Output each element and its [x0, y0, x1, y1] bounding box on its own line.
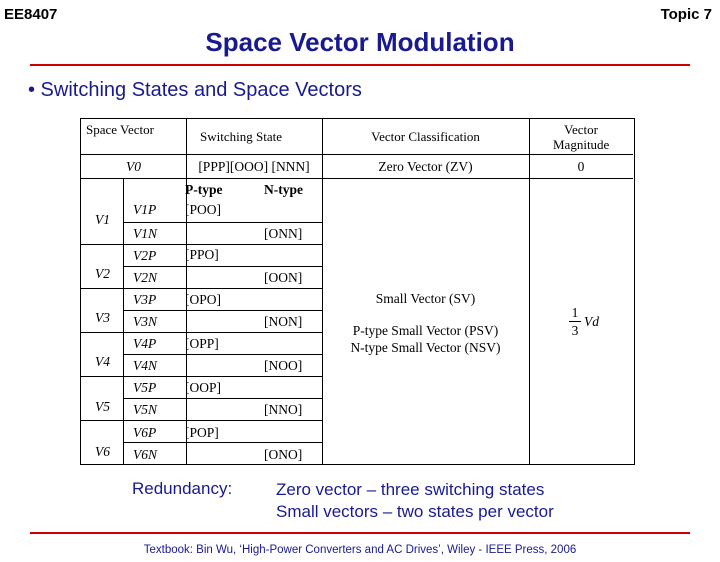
- row-line: [81, 244, 322, 245]
- vector-n-2: V2N: [133, 270, 158, 285]
- slide-title: Space Vector Modulation: [205, 27, 515, 57]
- row-line: [123, 222, 322, 223]
- zero-vector-states: [PPP][OOO] [NNN]: [198, 159, 310, 174]
- p-state-1: [POO]: [185, 202, 221, 217]
- bullet-heading: • Switching States and Space Vectors: [28, 79, 362, 101]
- vector-n-6: V6N: [133, 447, 158, 462]
- row-line: [123, 354, 322, 355]
- magnitude-variable: Vd: [584, 314, 599, 329]
- vector-n-3: V3N: [133, 314, 158, 329]
- p-state-3: [OPO]: [185, 292, 221, 307]
- vector-n-5: V5N: [133, 402, 158, 417]
- vector-p-6: V6P: [133, 425, 157, 440]
- footer-citation: Textbook: Bin Wu, ‘High-Power Converters and AC Drives’, Wiley - IEEE Press, 2006: [143, 544, 577, 556]
- psv-label: P-type Small Vector (PSV): [352, 323, 499, 338]
- header-classification: Vector Classification: [371, 129, 480, 144]
- vector-label-2: V2: [95, 266, 110, 281]
- n-state-5: [NNO]: [264, 402, 303, 417]
- nsv-label: N-type Small Vector (NSV): [350, 340, 501, 355]
- redundancy-notes: [276, 479, 554, 523]
- row-line: [123, 310, 322, 311]
- n-state-4: [NOO]: [264, 358, 303, 373]
- row-line: [81, 332, 322, 333]
- p-state-6: [POP]: [185, 425, 219, 440]
- magnitude-denominator: 3: [571, 323, 579, 338]
- title-divider: [30, 64, 690, 66]
- row-line: [123, 266, 322, 267]
- magnitude-numerator: 1: [571, 305, 579, 320]
- vector-label-5: V5: [95, 399, 110, 414]
- vector-label-1: V1: [95, 212, 110, 227]
- zero-vector-magnitude: 0: [577, 159, 585, 174]
- vector-p-3: V3P: [133, 292, 157, 307]
- header-magnitude: Vector Magnitude: [553, 122, 610, 152]
- p-state-4: [OPP]: [185, 336, 219, 351]
- zero-vector-note: Zero vector – three switching states: [276, 480, 545, 499]
- fraction-bar: [569, 321, 581, 322]
- n-state-3: [NON]: [264, 314, 303, 329]
- vector-n-4: V4N: [133, 358, 158, 373]
- p-type-header: P-type: [185, 182, 223, 197]
- switching-state-table: [80, 118, 635, 465]
- course-code: EE8407: [4, 6, 58, 23]
- n-state-6: [ONO]: [264, 447, 303, 462]
- header-switching-state: Switching State: [200, 129, 282, 144]
- zero-vector-symbol: V0: [126, 159, 141, 174]
- n-type-header: N-type: [264, 182, 303, 197]
- footer-divider: [30, 532, 690, 534]
- topic-label: Topic 7: [660, 6, 712, 23]
- n-state-2: [OON]: [264, 270, 303, 285]
- row-line: [81, 288, 322, 289]
- p-state-2: [PPO]: [185, 247, 219, 262]
- vector-p-5: V5P: [133, 380, 157, 395]
- n-state-1: [ONN]: [264, 226, 303, 241]
- vector-p-2: V2P: [133, 248, 157, 263]
- header-space-vector: Space Vector: [86, 122, 154, 137]
- vector-label-4: V4: [95, 354, 110, 369]
- small-vector-classification: Small Vector (SV): [375, 291, 476, 306]
- row-line: [81, 420, 322, 421]
- vector-n-1: V1N: [133, 226, 158, 241]
- zero-vector-classification: Zero Vector (ZV): [378, 159, 473, 174]
- row-line: [81, 154, 633, 155]
- row-line: [123, 442, 322, 443]
- p-state-5: [OOP]: [185, 380, 221, 395]
- col-line: [123, 178, 124, 464]
- row-line: [81, 376, 322, 377]
- row-line: [123, 398, 322, 399]
- row-line: [81, 178, 633, 179]
- vector-p-1: V1P: [133, 202, 157, 217]
- redundancy-label: Redundancy:: [132, 479, 233, 498]
- vector-label-6: V6: [95, 444, 110, 459]
- vector-p-4: V4P: [133, 336, 157, 351]
- small-vector-note: Small vectors – two states per vector: [276, 502, 554, 521]
- vector-label-3: V3: [95, 310, 110, 325]
